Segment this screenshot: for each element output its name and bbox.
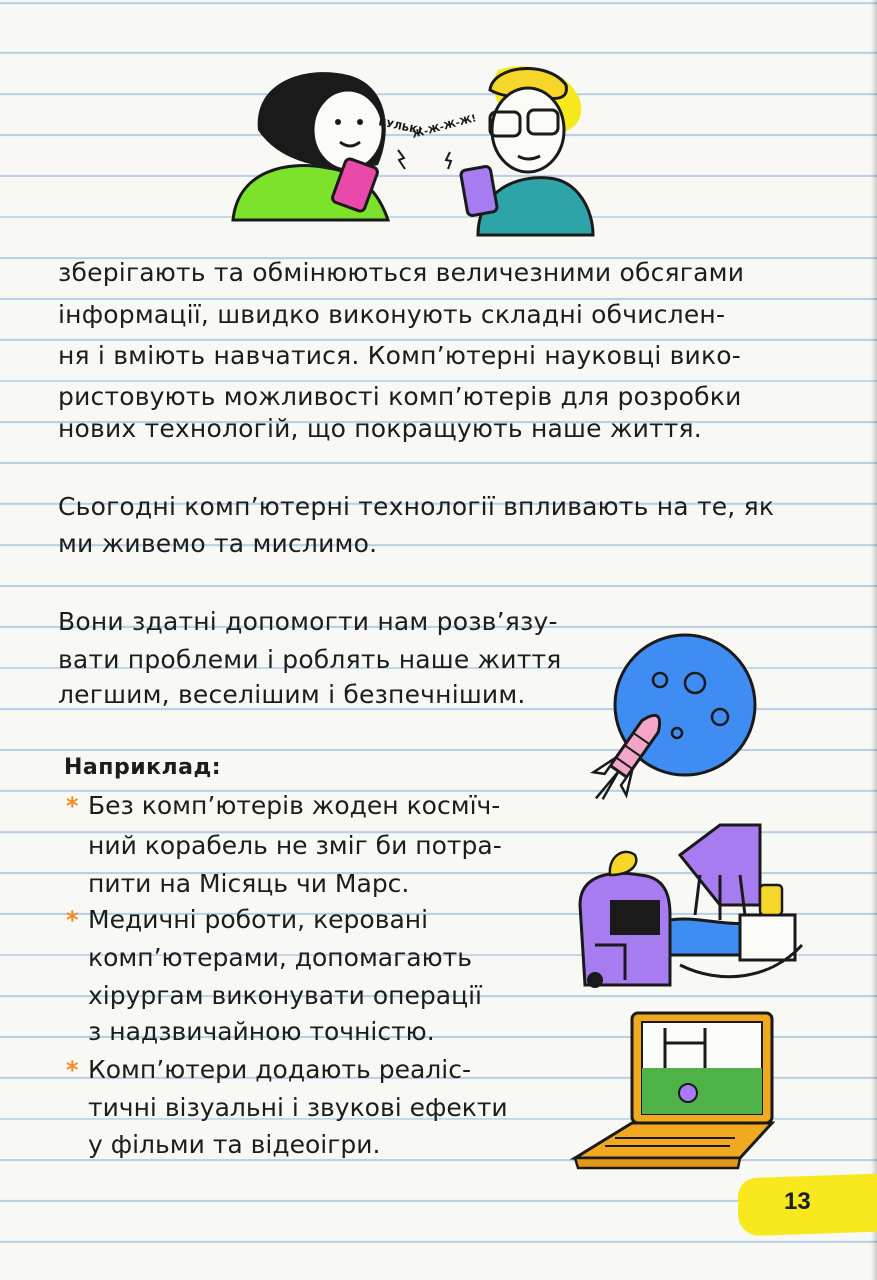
paragraph1-line-1: зберігають та обмінюються величезними обсягами	[58, 258, 745, 287]
bullet2-line-3: хірургам виконувати операції	[88, 981, 482, 1010]
paragraph3-line-3: легшим, веселішим і безпечнішим.	[58, 680, 526, 709]
bullet2-line-2: комп’ютерами, допомагають	[88, 943, 472, 972]
sound-effect-2: Ж-Ж-Ж-Ж!	[410, 113, 478, 141]
page-number: 13	[784, 1188, 811, 1215]
paragraph1-line-2: інформації, швидко виконують складні обчислен-	[58, 300, 726, 329]
bullet3-line-3: у фільми та відеоігри.	[88, 1130, 381, 1159]
paragraph2-line-2: ми живемо та мислимо.	[58, 529, 378, 558]
bullet-star-2: *	[66, 906, 79, 934]
bullet-star-3: *	[66, 1056, 79, 1084]
bullet3-line-2: тичні візуальні і звукові ефекти	[88, 1093, 508, 1122]
laptop-game-illustration	[570, 1008, 780, 1178]
page-edge	[871, 0, 877, 1280]
moon-rocket-illustration	[565, 625, 765, 840]
surgical-robot-illustration	[570, 815, 810, 1000]
bullet1-line-2: ний корабель не зміг би потра-	[88, 831, 502, 860]
paragraph1-line-4: ристовують можливості комп’ютерів для розробки	[58, 382, 742, 411]
bullet2-line-1: Медичні роботи, керовані	[88, 905, 429, 934]
sound-effect-1: БУЛЬК!	[377, 117, 423, 138]
bullet3-line-1: Комп’ютери додають реаліс-	[88, 1055, 471, 1084]
bullet2-line-4: з надзвичайною точністю.	[88, 1017, 435, 1046]
bullet1-line-3: пити на Місяць чи Марс.	[88, 869, 410, 898]
paragraph1-line-5: нових технологій, що покращують наше життя.	[58, 414, 702, 443]
paragraph1-line-3: ня і вміють навчатися. Комп’ютерні науковці вико-	[58, 341, 742, 370]
paragraph2-line-1: Сьогодні комп’ютерні технології впливають на те, як	[58, 492, 775, 521]
examples-heading: Наприклад:	[64, 755, 222, 780]
people-with-phones-illustration	[228, 60, 608, 240]
bullet-star-1: *	[66, 792, 79, 820]
paragraph3-line-2: вати проблеми і роблять наше життя	[58, 645, 562, 674]
bullet1-line-1: Без комп’ютерів жоден космїч-	[88, 791, 501, 820]
paragraph3-line-1: Вони здатні допомогти нам розв’язу-	[58, 607, 558, 636]
